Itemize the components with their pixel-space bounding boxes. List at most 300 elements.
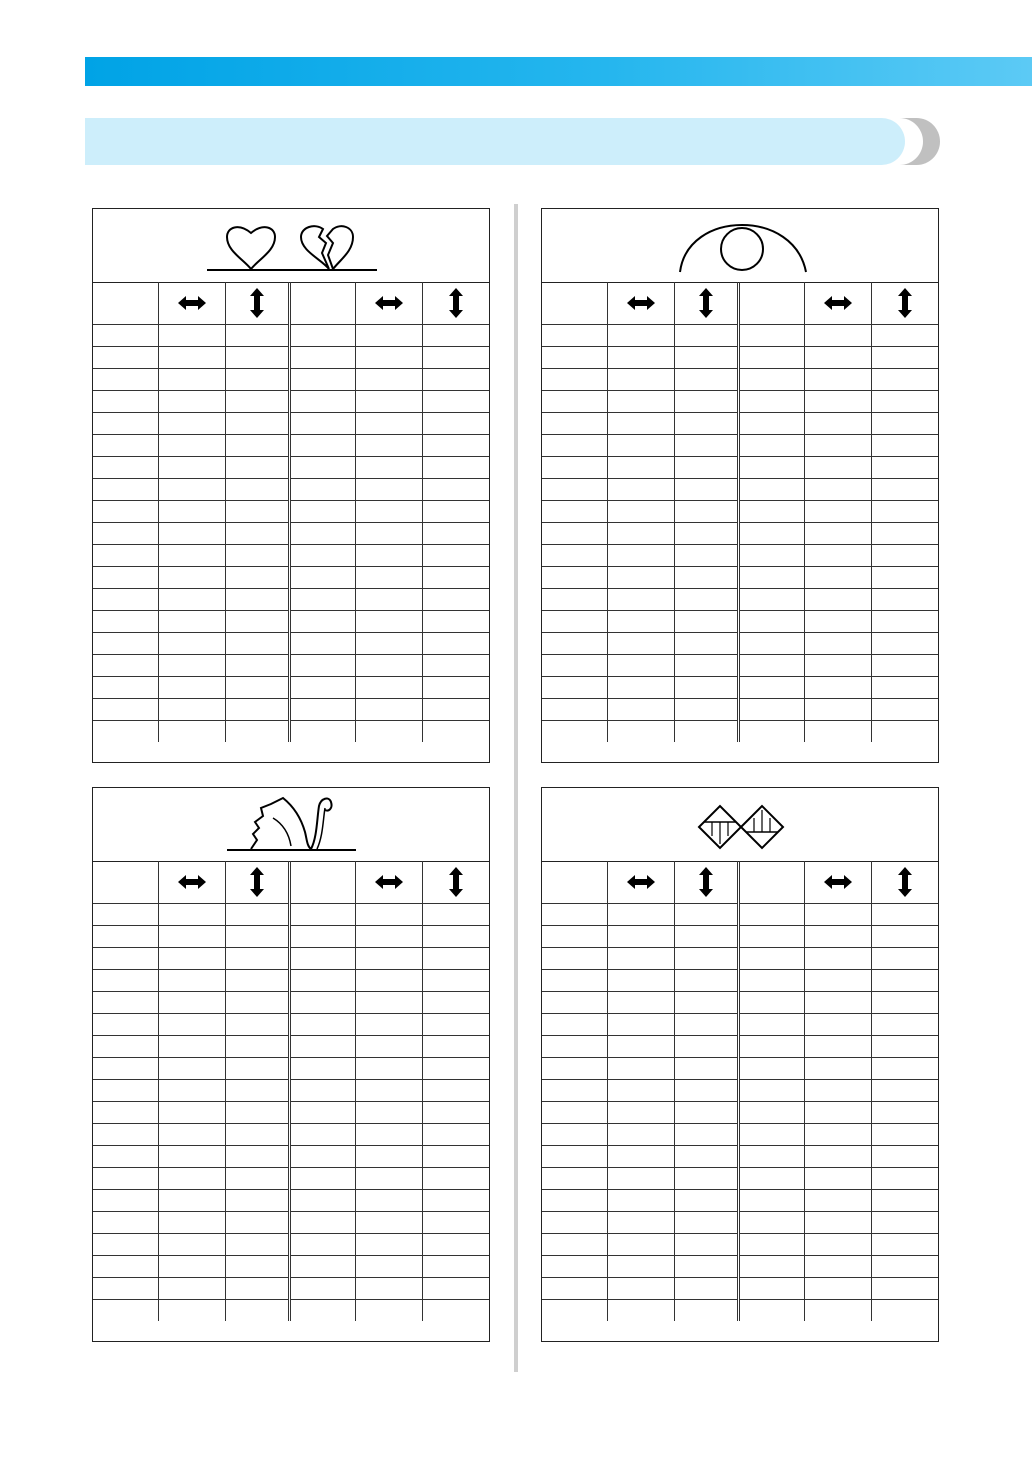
swan-icon [93, 788, 489, 861]
table-cell [158, 1036, 225, 1058]
table-cell [542, 1124, 607, 1146]
table-cell [225, 413, 289, 435]
table-cell [289, 1190, 355, 1212]
table-cell [93, 1080, 158, 1102]
table-cell [738, 413, 804, 435]
table-cell [542, 655, 607, 677]
table-row [542, 1146, 938, 1168]
table-cell [804, 1190, 871, 1212]
table-cell [804, 904, 871, 926]
table-cell [158, 677, 225, 699]
table-cell [355, 1234, 422, 1256]
table-cell [804, 1036, 871, 1058]
striped-diamonds-icon [542, 788, 938, 861]
table-cell [289, 567, 355, 589]
table-cell [607, 970, 674, 992]
table-cell [738, 1256, 804, 1278]
table-cell [225, 347, 289, 369]
table-cell [738, 948, 804, 970]
table-cell [871, 479, 938, 501]
table-cell [289, 501, 355, 523]
table-cell [804, 347, 871, 369]
table-cell [422, 1102, 489, 1124]
table-cell [607, 699, 674, 721]
top-accent-bar [85, 57, 1032, 86]
table-cell [871, 948, 938, 970]
table-cell [871, 457, 938, 479]
table-cell [93, 567, 158, 589]
table-cell [804, 589, 871, 611]
table-cell [355, 1058, 422, 1080]
table-cell [158, 1256, 225, 1278]
table-cell [355, 1256, 422, 1278]
table-cell [871, 677, 938, 699]
table-cell [289, 677, 355, 699]
table-cell [355, 369, 422, 391]
table-cell [422, 501, 489, 523]
table-row [542, 1058, 938, 1080]
table-cell [422, 1014, 489, 1036]
table-cell [542, 677, 607, 699]
table-cell [93, 699, 158, 721]
table-cell [225, 948, 289, 970]
table-cell [93, 1124, 158, 1146]
table-cell [871, 1278, 938, 1300]
table-cell [871, 611, 938, 633]
table-cell [93, 435, 158, 457]
table-cell [607, 1256, 674, 1278]
table-cell [674, 677, 738, 699]
table-cell [158, 391, 225, 413]
table-cell [355, 655, 422, 677]
table-cell [355, 1146, 422, 1168]
pattern-icon-area [542, 788, 938, 862]
table-cell [542, 992, 607, 1014]
table-cell [158, 457, 225, 479]
table-cell [158, 655, 225, 677]
table-cell [158, 589, 225, 611]
panel-swan [92, 787, 490, 1342]
table-row [93, 413, 489, 435]
table-cell [542, 699, 607, 721]
table-cell [225, 904, 289, 926]
table-cell [422, 545, 489, 567]
table-cell [738, 325, 804, 347]
table-cell [674, 970, 738, 992]
table-cell [225, 633, 289, 655]
table-cell [607, 413, 674, 435]
table-cell [871, 655, 938, 677]
table-cell [355, 1300, 422, 1322]
table-cell [607, 1278, 674, 1300]
table-cell [804, 501, 871, 523]
table-cell [225, 1300, 289, 1322]
table-cell [158, 1190, 225, 1212]
table-cell [289, 970, 355, 992]
table-cell [225, 1190, 289, 1212]
table-row [542, 721, 938, 743]
table-cell [93, 611, 158, 633]
table-cell [804, 1168, 871, 1190]
table-cell [542, 501, 607, 523]
table-cell [289, 1146, 355, 1168]
table-cell [738, 721, 804, 743]
table-cell [871, 970, 938, 992]
table-cell [289, 457, 355, 479]
table-cell [804, 1256, 871, 1278]
table-cell [804, 1146, 871, 1168]
table-cell [289, 1212, 355, 1234]
table-cell [542, 926, 607, 948]
table-cell [225, 1212, 289, 1234]
table-cell [738, 545, 804, 567]
table-cell [607, 347, 674, 369]
table-cell [804, 970, 871, 992]
table-cell [289, 611, 355, 633]
table-cell [738, 1212, 804, 1234]
length-arrow-icon [871, 282, 938, 325]
table-cell [422, 325, 489, 347]
table-row [542, 948, 938, 970]
table-cell [225, 1014, 289, 1036]
table-row [93, 369, 489, 391]
table-row [93, 1102, 489, 1124]
table-row [542, 545, 938, 567]
table-row [93, 904, 489, 926]
table-row [542, 677, 938, 699]
table-cell [422, 1278, 489, 1300]
table-cell [225, 457, 289, 479]
table-cell [607, 1234, 674, 1256]
table-cell [355, 677, 422, 699]
table-cell [542, 1014, 607, 1036]
table-cell [542, 435, 607, 457]
table-row [93, 457, 489, 479]
table-cell [422, 457, 489, 479]
table-cell [804, 926, 871, 948]
table-cell [422, 1124, 489, 1146]
table-cell [674, 369, 738, 391]
table-cell [158, 413, 225, 435]
table-cell [93, 523, 158, 545]
table-cell [158, 435, 225, 457]
table-cell [674, 1278, 738, 1300]
table-cell [607, 501, 674, 523]
table-cell [871, 523, 938, 545]
table-cell [738, 904, 804, 926]
table-cell [225, 1058, 289, 1080]
circle-and-arc-icon [542, 209, 938, 282]
table-cell [93, 1058, 158, 1080]
header-cell-blank [542, 861, 607, 904]
table-cell [422, 1058, 489, 1080]
table-row [93, 1146, 489, 1168]
table-cell [422, 347, 489, 369]
table-cell [93, 1278, 158, 1300]
table-cell [289, 1058, 355, 1080]
table-cell [93, 1190, 158, 1212]
table-cell [738, 1124, 804, 1146]
table-cell [804, 633, 871, 655]
table-cell [542, 721, 607, 743]
table-cell [871, 1058, 938, 1080]
table-row [542, 904, 938, 926]
table-cell [93, 633, 158, 655]
table-row [542, 655, 938, 677]
table-cell [804, 699, 871, 721]
table-row [542, 369, 938, 391]
table-cell [422, 1234, 489, 1256]
table-row [542, 391, 938, 413]
table-cell [422, 721, 489, 743]
table-cell [607, 589, 674, 611]
table-cell [289, 1014, 355, 1036]
table-cell [738, 457, 804, 479]
table-cell [542, 1102, 607, 1124]
table-cell [804, 721, 871, 743]
table-cell [542, 391, 607, 413]
table-row [542, 1014, 938, 1036]
table-cell [607, 1168, 674, 1190]
table-cell [542, 1256, 607, 1278]
table-cell [804, 1102, 871, 1124]
table-cell [804, 523, 871, 545]
table-cell [607, 1014, 674, 1036]
table-cell [738, 655, 804, 677]
table-cell [804, 567, 871, 589]
table-cell [355, 1102, 422, 1124]
table-cell [607, 325, 674, 347]
table-cell [738, 699, 804, 721]
table-row [93, 1124, 489, 1146]
table-cell [542, 347, 607, 369]
table-row [93, 435, 489, 457]
table-cell [738, 1146, 804, 1168]
table-cell [674, 523, 738, 545]
table-row [542, 479, 938, 501]
heart-and-broken-heart-icon [93, 209, 489, 282]
table-cell [607, 1058, 674, 1080]
table-row [93, 545, 489, 567]
width-arrow-icon [355, 861, 422, 904]
table-cell [158, 904, 225, 926]
table-cell [289, 1278, 355, 1300]
length-arrow-icon [225, 861, 289, 904]
table-cell [225, 1080, 289, 1102]
table-cell [607, 479, 674, 501]
length-arrow-icon [674, 861, 738, 904]
table-cell [422, 677, 489, 699]
table-cell [355, 567, 422, 589]
table-row [93, 501, 489, 523]
table-cell [422, 1212, 489, 1234]
table-cell [607, 904, 674, 926]
table-row [93, 948, 489, 970]
table-cell [225, 369, 289, 391]
table-cell [804, 1014, 871, 1036]
table-cell [225, 655, 289, 677]
table-cell [422, 1168, 489, 1190]
table-cell [871, 325, 938, 347]
table-cell [804, 325, 871, 347]
table-cell [355, 479, 422, 501]
table-cell [738, 1300, 804, 1322]
table-cell [674, 545, 738, 567]
table-cell [607, 721, 674, 743]
table-cell [355, 457, 422, 479]
table-cell [422, 523, 489, 545]
table-row [93, 721, 489, 743]
table-cell [422, 948, 489, 970]
measurement-table [93, 282, 489, 742]
table-cell [738, 1190, 804, 1212]
table-cell [289, 926, 355, 948]
table-row [93, 523, 489, 545]
table-cell [225, 611, 289, 633]
table-cell [355, 325, 422, 347]
table-cell [542, 1168, 607, 1190]
table-row [542, 926, 938, 948]
table-cell [871, 1212, 938, 1234]
table-cell [607, 1300, 674, 1322]
table-cell [422, 699, 489, 721]
table-cell [158, 545, 225, 567]
table-cell [607, 1190, 674, 1212]
table-cell [93, 721, 158, 743]
table-cell [422, 567, 489, 589]
section-heading-bar [85, 118, 940, 165]
table-cell [225, 391, 289, 413]
table-cell [804, 948, 871, 970]
table-cell [607, 567, 674, 589]
table-cell [674, 391, 738, 413]
table-cell [93, 413, 158, 435]
table-cell [804, 1300, 871, 1322]
table-cell [225, 435, 289, 457]
table-cell [355, 501, 422, 523]
table-row [542, 567, 938, 589]
table-row [542, 1300, 938, 1322]
table-cell [289, 948, 355, 970]
table-cell [289, 1234, 355, 1256]
table-cell [738, 1080, 804, 1102]
column-divider [514, 204, 518, 1372]
table-row [93, 1234, 489, 1256]
width-arrow-icon [158, 861, 225, 904]
measurement-table [542, 861, 938, 1321]
table-cell [542, 369, 607, 391]
table-cell [542, 523, 607, 545]
table-cell [674, 1124, 738, 1146]
table-cell [158, 1058, 225, 1080]
table-cell [804, 413, 871, 435]
table-cell [422, 369, 489, 391]
table-cell [422, 655, 489, 677]
table-cell [607, 992, 674, 1014]
length-arrow-icon [422, 861, 489, 904]
pattern-icon-area [93, 209, 489, 283]
panel-diamonds [541, 787, 939, 1342]
table-cell [355, 1080, 422, 1102]
table-cell [804, 655, 871, 677]
table-cell [355, 1168, 422, 1190]
length-arrow-icon [225, 282, 289, 325]
table-cell [225, 1124, 289, 1146]
table-cell [289, 325, 355, 347]
table-cell [674, 948, 738, 970]
table-cell [738, 501, 804, 523]
table-cell [355, 1036, 422, 1058]
table-row [93, 1036, 489, 1058]
table-cell [871, 1190, 938, 1212]
table-cell [738, 1102, 804, 1124]
table-cell [225, 677, 289, 699]
table-cell [738, 347, 804, 369]
table-cell [871, 1036, 938, 1058]
table-cell [158, 1168, 225, 1190]
table-cell [355, 589, 422, 611]
table-row [93, 325, 489, 347]
table-cell [738, 677, 804, 699]
table-cell [158, 1300, 225, 1322]
table-row [93, 655, 489, 677]
header-cell-blank [289, 282, 355, 325]
table-row [542, 970, 938, 992]
table-cell [542, 545, 607, 567]
table-cell [607, 1146, 674, 1168]
table-row [93, 926, 489, 948]
table-cell [93, 655, 158, 677]
table-cell [422, 926, 489, 948]
table-cell [93, 926, 158, 948]
table-cell [871, 1124, 938, 1146]
table-cell [871, 413, 938, 435]
table-row [542, 611, 938, 633]
table-row [542, 633, 938, 655]
table-cell [158, 1080, 225, 1102]
table-cell [355, 347, 422, 369]
table-cell [93, 948, 158, 970]
table-cell [542, 457, 607, 479]
table-cell [804, 391, 871, 413]
table-cell [158, 721, 225, 743]
table-row [93, 1278, 489, 1300]
table-row [542, 1256, 938, 1278]
table-row [93, 1256, 489, 1278]
table-cell [738, 589, 804, 611]
table-cell [355, 699, 422, 721]
table-cell [289, 699, 355, 721]
table-cell [355, 435, 422, 457]
table-cell [738, 970, 804, 992]
table-cell [674, 721, 738, 743]
table-cell [289, 1102, 355, 1124]
table-cell [158, 948, 225, 970]
table-cell [93, 992, 158, 1014]
table-cell [158, 633, 225, 655]
table-cell [542, 1190, 607, 1212]
table-row [542, 347, 938, 369]
header-cell-blank [738, 282, 804, 325]
table-cell [804, 1124, 871, 1146]
panel-circles [541, 208, 939, 763]
table-row [542, 1190, 938, 1212]
table-cell [871, 926, 938, 948]
table-cell [738, 479, 804, 501]
table-row [93, 1212, 489, 1234]
table-cell [607, 948, 674, 970]
table-cell [542, 1036, 607, 1058]
